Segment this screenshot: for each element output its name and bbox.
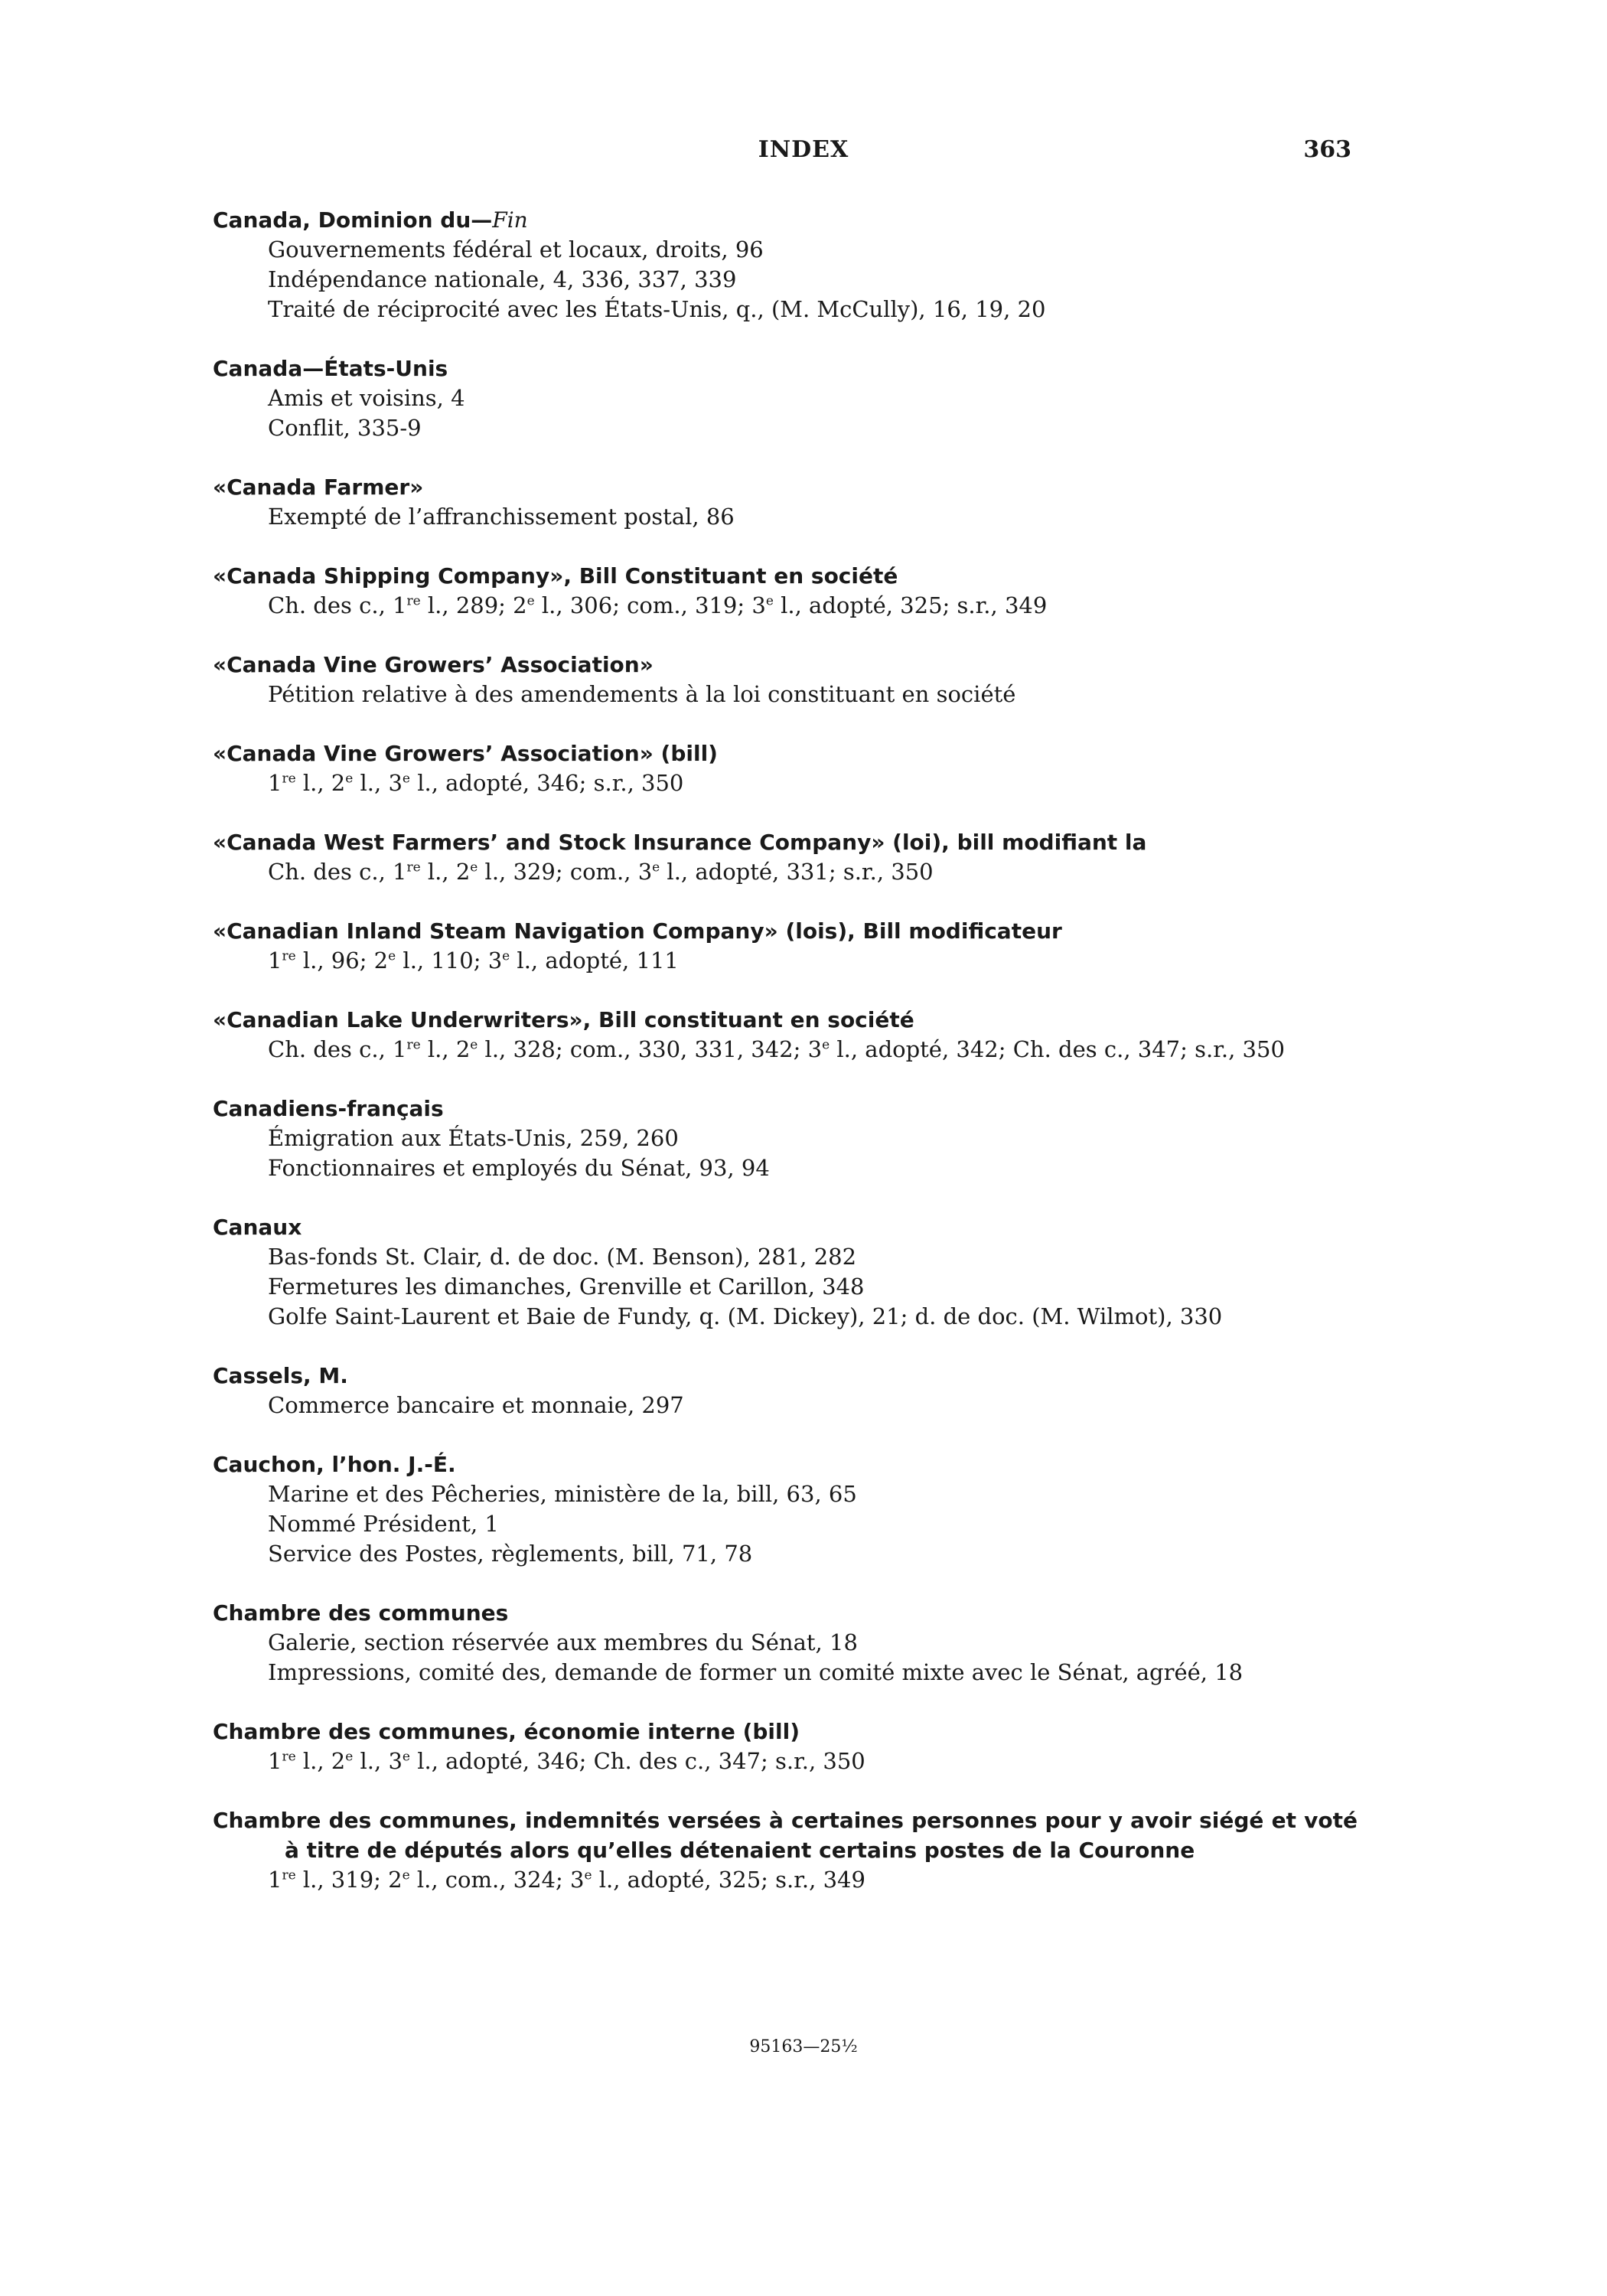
entry-heading	[213, 827, 1358, 857]
entry-subheading: Commerce bancaire et monnaie, 297	[268, 1392, 684, 1418]
entry-heading	[213, 1717, 1358, 1746]
entry-subheading: Gouvernements fédéral et locaux, droits, 96	[268, 236, 764, 263]
index-entries	[213, 205, 1358, 1924]
entry-heading	[213, 1450, 1358, 1479]
entry-subheading: 1re l., 96; 2e l., 110; 3e l., adopté, 111	[268, 947, 679, 974]
entry-heading	[213, 1005, 1358, 1035]
entry-heading-text: Canaux	[213, 1215, 302, 1240]
page-number: 363	[1303, 136, 1351, 163]
index-entry	[213, 1094, 1358, 1183]
entry-subheading: Bas-fonds St. Clair, d. de doc. (M. Benson), 281, 282	[268, 1244, 857, 1270]
index-entry	[213, 739, 1358, 798]
entry-subheading: 1re l., 2e l., 3e l., adopté, 346; s.r., 350	[268, 770, 684, 796]
entry-heading	[213, 205, 1358, 235]
entry-subheading: Conflit, 335-9	[268, 415, 422, 441]
index-entry	[213, 561, 1358, 621]
index-entry	[213, 1598, 1358, 1688]
entry-heading	[213, 1805, 1358, 1865]
entry-heading-text: «Canada Vine Growers’ Association»	[213, 652, 654, 677]
entry-subheading: Service des Postes, règlements, bill, 71, 78	[268, 1541, 753, 1567]
entry-heading	[213, 1094, 1358, 1124]
index-entry	[213, 1212, 1358, 1332]
entry-heading-text: «Canadian Lake Underwriters», Bill constituant en société	[213, 1007, 914, 1032]
entry-heading-continued: Fin	[492, 207, 528, 233]
entry-heading-text: «Canada West Farmers’ and Stock Insurance Company» (loi), bill modifiant la	[213, 830, 1147, 855]
entry-subheading: Ch. des c., 1re l., 2e l., 328; com., 330, 331, 342; 3e l., adopté, 342; Ch. des c., 347; s.r., 350	[268, 1036, 1285, 1062]
entry-heading-text: «Canada Shipping Company», Bill Constituant en société	[213, 563, 898, 589]
entry-heading-text: Cauchon, l’hon. J.-É.	[213, 1452, 456, 1477]
signature-mark: 95163—25½	[749, 2037, 858, 2056]
entry-subheading: Amis et voisins, 4	[268, 385, 465, 411]
page-title: INDEX	[758, 136, 849, 163]
entry-subheading: Fonctionnaires et employés du Sénat, 93, 94	[268, 1155, 770, 1181]
entry-subheading: Indépendance nationale, 4, 336, 337, 339	[268, 266, 737, 292]
entry-heading	[213, 354, 1358, 383]
index-entry	[213, 205, 1358, 325]
entry-heading-text: Canada, Dominion du—	[213, 207, 493, 233]
entry-heading	[213, 1361, 1358, 1391]
entry-heading-text: Chambre des communes, indemnités versées à certaines personnes pour y avoir siégé et voté à titre de députés alors qu’elles détenaient certains postes de la Couronne	[213, 1808, 1358, 1863]
entry-subheading: Impressions, comité des, demande de former un comité mixte avec le Sénat, agréé, 18	[268, 1659, 1244, 1685]
index-entry	[213, 827, 1358, 887]
index-entry	[213, 916, 1358, 976]
entry-subheading: Pétition relative à des amendements à la loi constituant en société	[268, 681, 1016, 707]
entry-subheading: Nommé Président, 1	[268, 1511, 499, 1537]
entry-heading-text: Canadiens-français	[213, 1096, 444, 1121]
entry-heading	[213, 739, 1358, 768]
entry-subheading: Émigration aux États-Unis, 259, 260	[268, 1125, 679, 1151]
entry-heading-text: «Canada Vine Growers’ Association» (bill)	[213, 741, 718, 766]
entry-subheading: Galerie, section réservée aux membres du Sénat, 18	[268, 1629, 858, 1655]
entry-subheading: Marine et des Pêcheries, ministère de la, bill, 63, 65	[268, 1481, 857, 1507]
entry-heading	[213, 561, 1358, 591]
entry-subheading: 1re l., 319; 2e l., com., 324; 3e l., adopté, 325; s.r., 349	[268, 1867, 865, 1893]
index-entry	[213, 354, 1358, 443]
index-entry	[213, 1005, 1358, 1065]
entry-heading	[213, 650, 1358, 680]
index-entry	[213, 650, 1358, 709]
index-entry	[213, 1450, 1358, 1569]
index-entry	[213, 472, 1358, 532]
entry-heading	[213, 472, 1358, 502]
index-entry	[213, 1805, 1358, 1895]
index-entry	[213, 1717, 1358, 1776]
entry-subheading: Traité de réciprocité avec les États-Unis, q., (M. McCully), 16, 19, 20	[268, 296, 1046, 322]
entry-heading-text: Cassels, M.	[213, 1363, 348, 1388]
entry-heading	[213, 916, 1358, 946]
entry-heading-text: «Canada Farmer»	[213, 475, 424, 500]
entry-subheading: Exempté de l’affranchissement postal, 86	[268, 504, 735, 530]
entry-heading-text: Chambre des communes	[213, 1600, 509, 1626]
entry-subheading: Golfe Saint-Laurent et Baie de Fundy, q. (M. Dickey), 21; d. de doc. (M. Wilmot), 330	[268, 1303, 1223, 1329]
entry-heading	[213, 1598, 1358, 1628]
index-entry	[213, 1361, 1358, 1420]
entry-subheading: Ch. des c., 1re l., 289; 2e l., 306; com., 319; 3e l., adopté, 325; s.r., 349	[268, 592, 1048, 618]
running-head	[0, 136, 1607, 174]
entry-heading-text: Canada—États-Unis	[213, 356, 448, 381]
entry-heading-text: «Canadian Inland Steam Navigation Company» (lois), Bill modificateur	[213, 918, 1062, 944]
entry-heading-text: Chambre des communes, économie interne (bill)	[213, 1719, 800, 1744]
entry-subheading: Ch. des c., 1re l., 2e l., 329; com., 3e l., adopté, 331; s.r., 350	[268, 859, 934, 885]
entry-subheading: 1re l., 2e l., 3e l., adopté, 346; Ch. des c., 347; s.r., 350	[268, 1748, 865, 1774]
entry-subheading: Fermetures les dimanches, Grenville et Carillon, 348	[268, 1274, 865, 1300]
entry-heading	[213, 1212, 1358, 1242]
